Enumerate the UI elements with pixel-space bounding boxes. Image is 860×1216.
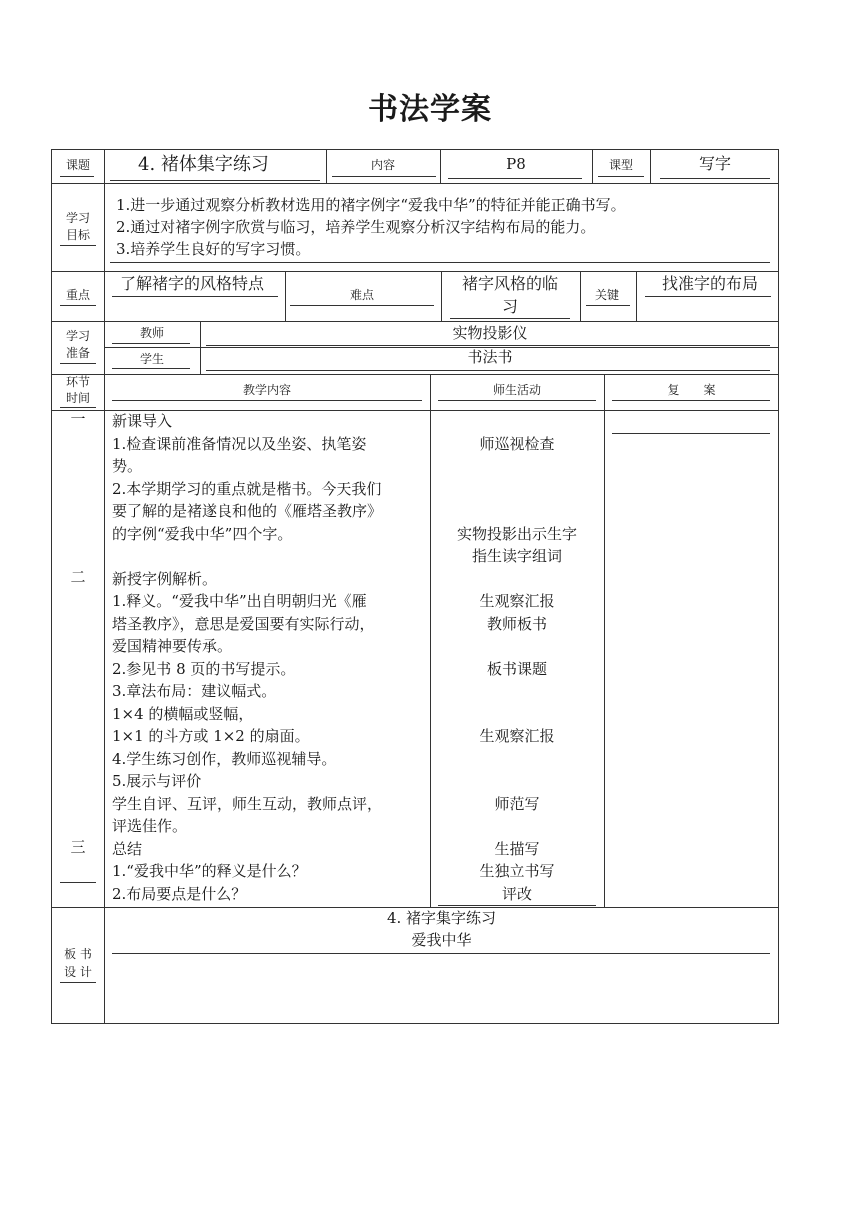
stage-1: 一 (70, 410, 86, 428)
content-line: 4.学生练习创作，教师巡视辅导。 (112, 749, 337, 768)
content-line: 要了解的是褚遂良和他的《雁塔圣教序》 (112, 502, 383, 520)
board-label-2: 设 计 (64, 965, 92, 979)
content-line: 2.参见书 8 页的书写提示。 (112, 659, 296, 678)
stage-label-2: 时间 (65, 391, 90, 405)
topic-value: 4. 褚体集字练习 (138, 154, 269, 175)
stage-2: 二 (70, 568, 86, 586)
activity-line: 生观察汇报 (479, 592, 555, 610)
topic-label: 课题 (65, 158, 90, 172)
board-line-2: 爱我中华 (411, 931, 472, 949)
student-value: 书法书 (467, 348, 513, 366)
activity-line: 板书课题 (486, 659, 547, 678)
board-label-1: 板 书 (64, 947, 92, 961)
stage-label-1: 环节 (65, 375, 90, 389)
activity-line: 生观察汇报 (479, 727, 555, 745)
focus-value: 了解褚字的风格特点 (120, 274, 265, 293)
content-line: 2.布局要点是什么？ (112, 884, 247, 903)
goal-item: 1.进一步通过观察分析教材选用的褚字例字“爱我中华”的特征并能正确书写。 (116, 196, 626, 214)
activity-line: 指生读字组词 (471, 547, 562, 565)
content-line: 1.“爱我中华”的释义是什么？ (112, 862, 307, 880)
col-content-header: 教学内容 (242, 383, 291, 397)
goal-item: 2.通过对褚字例字欣赏与临习，培养学生观察分析汉字结构布局的能力。 (116, 218, 596, 236)
col-review-header: 复 案 (667, 383, 716, 397)
teacher-label: 教师 (139, 326, 164, 340)
content-line: 势。 (112, 457, 143, 475)
crux-label: 关键 (594, 288, 619, 302)
teacher-value: 实物投影仪 (452, 324, 528, 342)
content-line: 学生自评、互评，师生互动，教师点评， (112, 794, 383, 813)
prep-label-2: 准备 (65, 346, 90, 360)
content-line: 总结 (112, 839, 143, 858)
activity-line: 生独立书写 (479, 862, 555, 880)
goals-label-2: 目标 (65, 228, 90, 242)
content-line: 1×4 的横幅或竖幅， (112, 704, 254, 723)
activity-line: 教师板书 (486, 614, 547, 633)
goal-item: 3.培养学生良好的写字习惯。 (116, 240, 311, 258)
content-line: 1.释义。“爱我中华”出自明朝归光《雁 (112, 592, 367, 610)
type-value: 写字 (698, 154, 731, 173)
content-line: 塔圣教序》，意思是爱国要有实际行动， (112, 614, 375, 633)
content-line: 的字例“爱我中华”四个字。 (112, 524, 293, 543)
content-line: 新授字例解析。 (112, 569, 218, 588)
activity-line: 实物投影出示生字 (456, 524, 577, 543)
col-activity-header: 师生活动 (492, 383, 541, 397)
content-line: 1×1 的斗方或 1×2 的扇面。 (112, 727, 310, 745)
content-label: 内容 (370, 158, 395, 172)
activity-line: 评改 (501, 884, 532, 903)
student-label: 学生 (139, 352, 164, 366)
page-title: 书法学案 (368, 92, 492, 127)
difficulty-value-2: 习 (501, 297, 518, 316)
content-line: 1.检查课前准备情况以及坐姿、执笔姿 (112, 434, 367, 453)
activity-line: 生描写 (494, 839, 540, 858)
content-line: 3.章法布局：建议幅式。 (112, 682, 277, 700)
crux-value: 找准字的布局 (661, 274, 758, 293)
prep-label-1: 学习 (65, 329, 90, 343)
content-line: 评选佳作。 (112, 817, 188, 835)
difficulty-label: 难点 (349, 288, 374, 302)
content-line: 爱国精神要传承。 (112, 637, 233, 655)
difficulty-value-1: 褚字风格的临 (461, 274, 558, 293)
goals-label-1: 学习 (65, 211, 90, 225)
content-line: 2.本学期学习的重点就是楷书。今天我们 (112, 479, 382, 498)
stage-3: 三 (70, 838, 86, 856)
board-line-1: 4. 褚字集字练习 (386, 909, 497, 927)
activity-line: 师巡视检查 (479, 434, 555, 453)
content-line: 新课导入 (112, 412, 173, 430)
type-label: 课型 (608, 158, 633, 172)
content-line: 5.展示与评价 (112, 772, 202, 790)
content-value: P8 (506, 155, 526, 173)
activity-line: 师范写 (494, 794, 540, 813)
focus-label: 重点 (65, 288, 90, 302)
